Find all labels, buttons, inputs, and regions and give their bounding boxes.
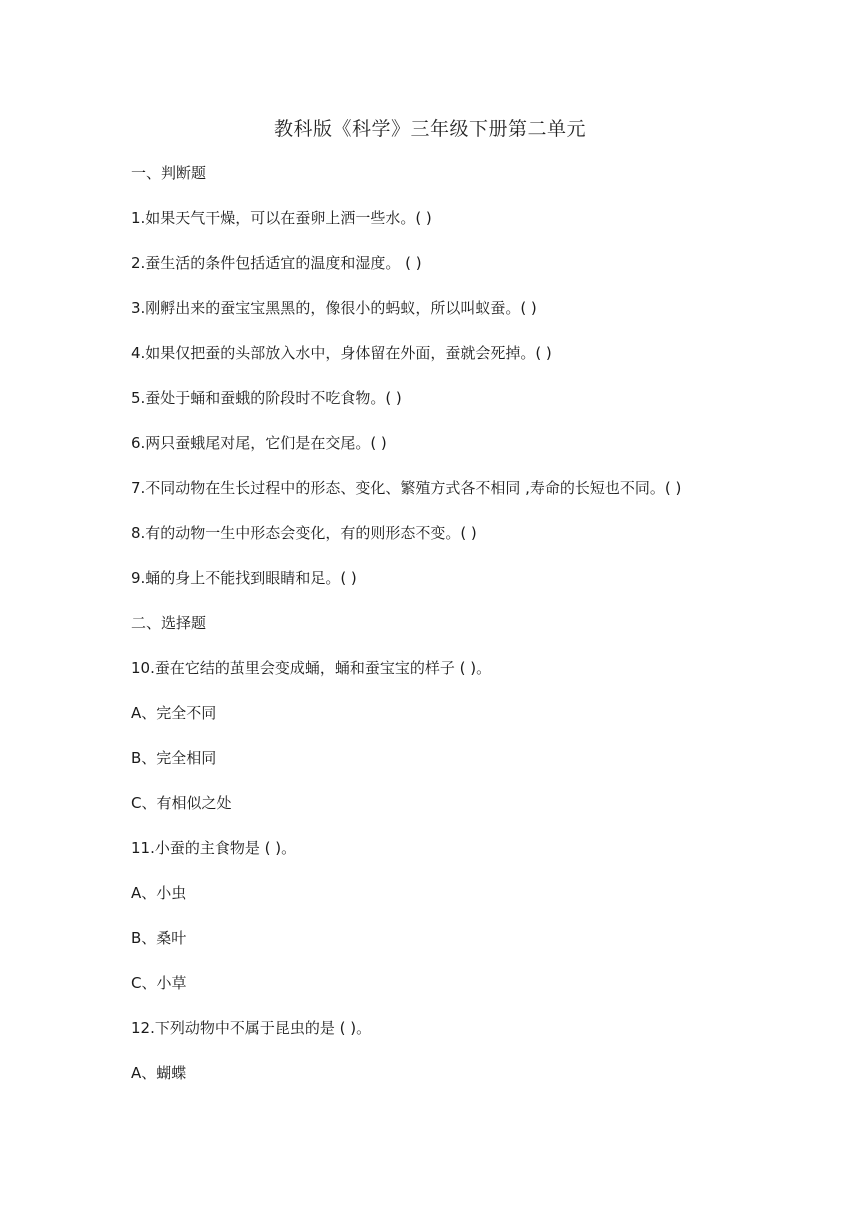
question-4: 4.如果仅把蚕的头部放入水中，身体留在外面，蚕就会死掉。( ) bbox=[131, 344, 552, 362]
question-3: 3.刚孵出来的蚕宝宝黑黑的，像很小的蚂蚁，所以叫蚁蚕。( ) bbox=[131, 299, 537, 317]
question-10-option-a: A、完全不同 bbox=[131, 704, 217, 722]
question-7: 7.不同动物在生长过程中的形态、变化、繁殖方式各不相同 ,寿命的长短也不同。( ) bbox=[131, 479, 682, 497]
question-5: 5.蚕处于蛹和蚕蛾的阶段时不吃食物。( ) bbox=[131, 389, 402, 407]
question-11: 11.小蚕的主食物是 ( )。 bbox=[131, 839, 297, 857]
question-11-option-a: A、小虫 bbox=[131, 884, 187, 902]
question-11-option-c: C、小草 bbox=[131, 974, 187, 992]
question-9: 9.蛹的身上不能找到眼睛和足。( ) bbox=[131, 569, 357, 587]
section-heading-multiple-choice: 二、选择题 bbox=[131, 614, 207, 632]
question-8: 8.有的动物一生中形态会变化，有的则形态不变。( ) bbox=[131, 524, 477, 542]
question-12-option-a: A、蝴蝶 bbox=[131, 1064, 187, 1082]
question-10-option-c: C、有相似之处 bbox=[131, 794, 232, 812]
question-12: 12.下列动物中不属于昆虫的是 ( )。 bbox=[131, 1019, 372, 1037]
section-heading-true-false: 一、判断题 bbox=[131, 164, 207, 182]
question-11-option-b: B、桑叶 bbox=[131, 929, 187, 947]
question-2: 2.蚕生活的条件包括适宜的温度和湿度。 ( ) bbox=[131, 254, 422, 272]
question-1: 1.如果天气干燥，可以在蚕卵上洒一些水。( ) bbox=[131, 209, 432, 227]
question-10: 10.蚕在它结的茧里会变成蛹，蛹和蚕宝宝的样子 ( )。 bbox=[131, 659, 492, 677]
question-6: 6.两只蚕蛾尾对尾，它们是在交尾。( ) bbox=[131, 434, 387, 452]
question-10-option-b: B、完全相同 bbox=[131, 749, 217, 767]
document-title: 教科版《科学》三年级下册第二单元 bbox=[273, 118, 586, 140]
